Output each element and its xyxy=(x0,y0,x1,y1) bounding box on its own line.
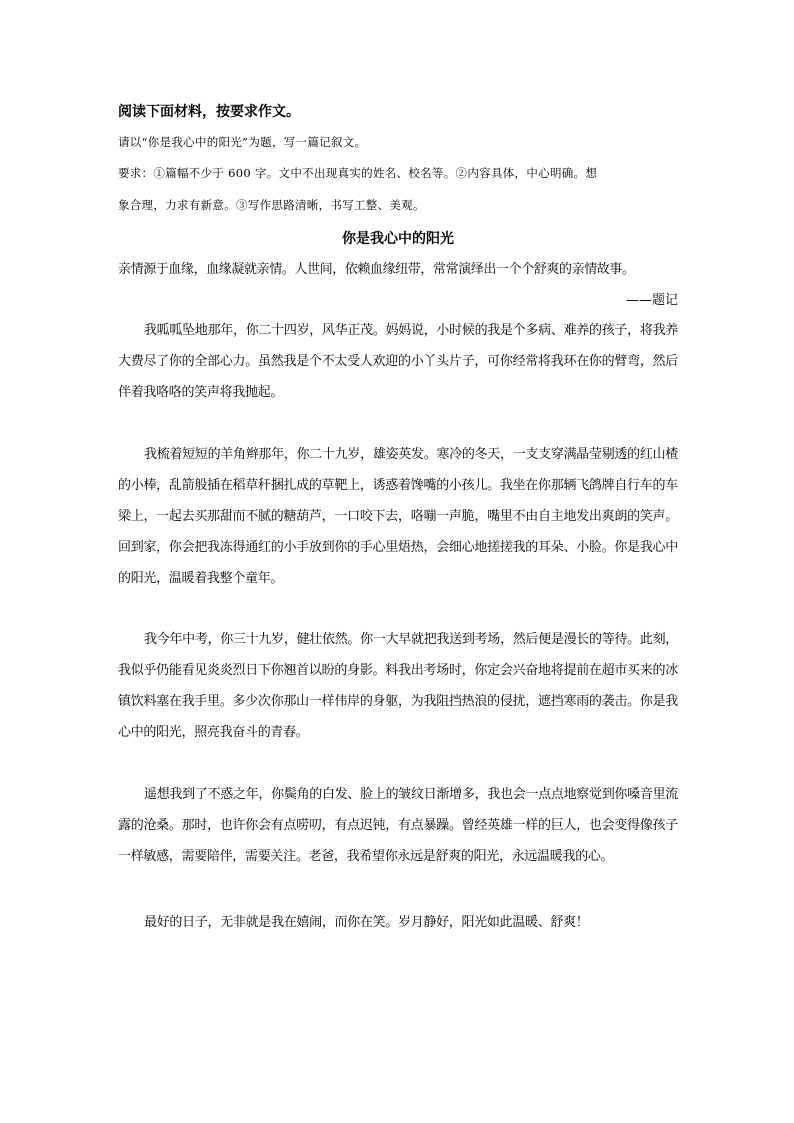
essay-paragraph-4: 遥想我到了不惑之年，你鬓角的白发、脸上的皱纹日渐增多，我也会一点点地察觉到你嗓音里流露的沧桑。那时，也许你会有点唠叨，有点迟钝，有点暴躁。曾经英雄一样的巨人，也会变得像孩子一样敏感，需要陪伴，需要关注。老爸，我希望你永远是舒爽的阳光，永远温暖我的心。 xyxy=(118,787,678,864)
essay-paragraph-2: 我梳着短短的羊角辫那年，你二十九岁，雄姿英发。寒冷的冬天，一支支穿满晶莹剔透的红山楂的小棒，乱箭般插在稻草秆捆扎成的草靶上，诱惑着馋嘴的小孩儿。我坐在你那辆飞鸽牌自行车的车梁上，一起去买那甜而不腻的糖葫芦，一口咬下去，咯嘣一声脆，嘴里不由自主地发出爽朗的笑声。回到家，你会把我冻得通红的小手放到你的手心里焐热，会细心地搓搓我的耳朵、小脸。你是我心中的阳光，温暖着我整个童年。 xyxy=(118,447,678,586)
essay-paragraph-1: 我呱呱坠地那年，你二十四岁，风华正茂。妈妈说，小时候的我是个多病、难养的孩子，将我养大费尽了你的全部心力。虽然我是个不太受人欢迎的小丫头片子，可你经常将我环在你的臂弯，然后伴着我咯咯的笑声将我抛起。 xyxy=(118,323,678,400)
epigraph-source: ——题记 xyxy=(625,293,678,308)
essay-paragraph-5: 最好的日子，无非就是我在嬉闹，而你在笑。岁月静好，阳光如此温暖、舒爽！ xyxy=(144,915,589,930)
essay-title: 你是我心中的阳光 xyxy=(342,231,454,247)
prompt-topic: 请以“你是我心中的阳光”为题，写一篇记叙文。 xyxy=(118,135,367,149)
essay-paragraph-3: 我今年中考，你三十九岁，健壮依然。你一大早就把我送到考场，然后便是漫长的等待。此刻，我似乎仍能看见炎炎烈日下你翘首以盼的身影。料我出考场时，你定会兴奋地将提前在超市买来的冰镇饮料塞在我手里。多少次你那山一样伟岸的身躯，为我阻挡热浪的侵扰，遮挡寒雨的袭击。你是我心中的阳光，照亮我奋斗的青春。 xyxy=(118,632,678,740)
prompt-requirements-line-2: 象合理，力求有新意。③写作思路清晰，书写工整、美观。 xyxy=(118,198,425,212)
instruction-heading: 阅读下面材料，按要求作文。 xyxy=(118,104,300,120)
prompt-requirements-line-1: 要求：①篇幅不少于 600 字。文中不出现真实的姓名、校名等。②内容具体，中心明确。想 xyxy=(118,166,598,180)
essay-epigraph: 亲情源于血缘，血缘凝就亲情。人世间，依赖血缘纽带，常常演绎出一个个舒爽的亲情故事。 xyxy=(118,262,635,277)
